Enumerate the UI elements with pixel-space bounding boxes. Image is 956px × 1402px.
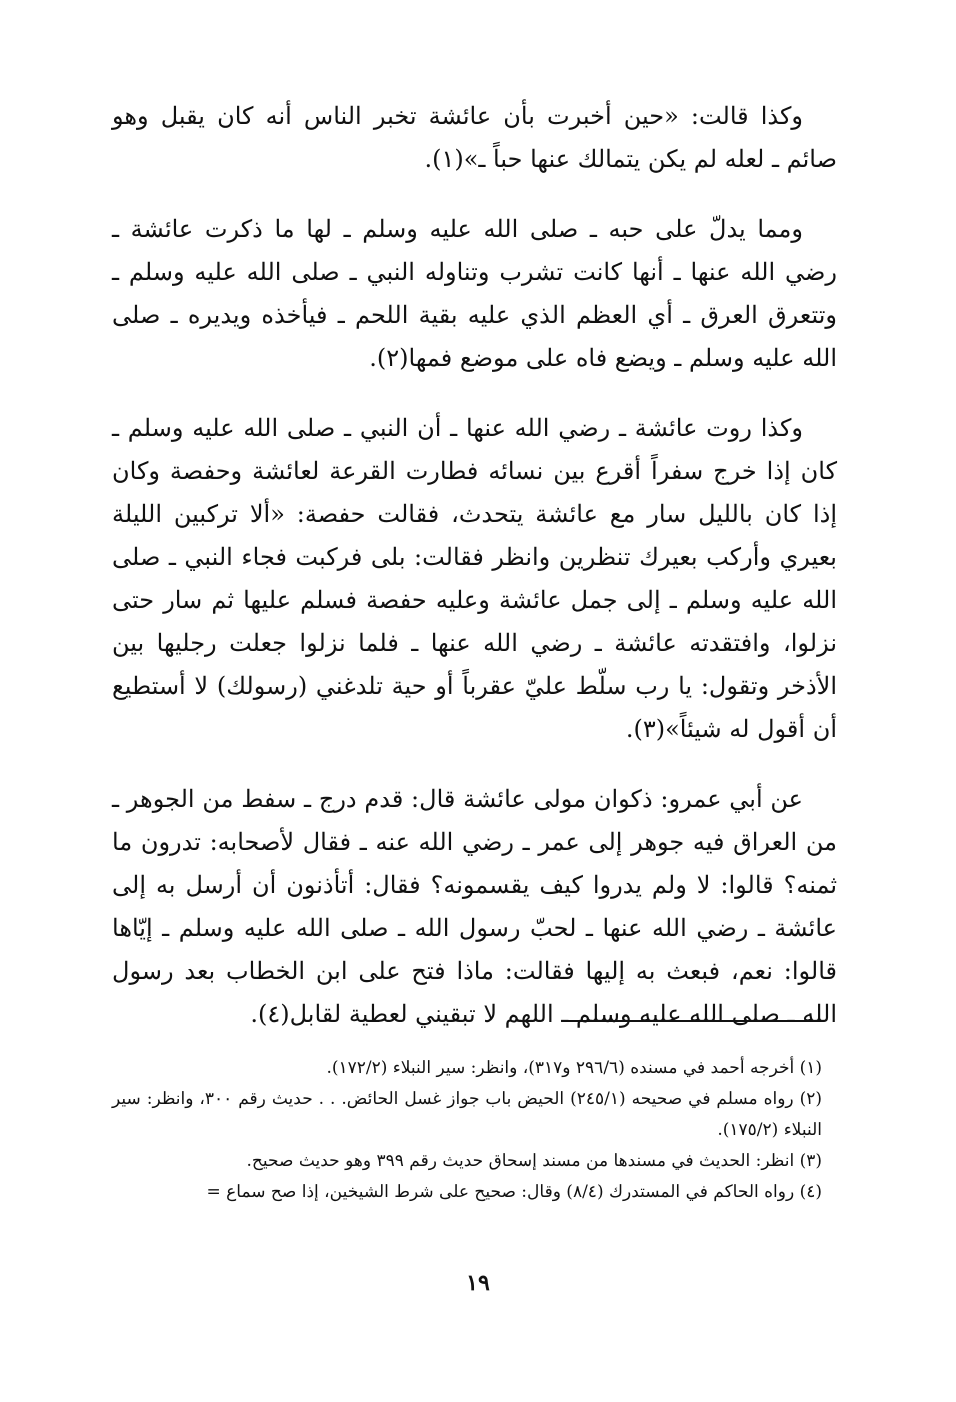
footnote-3: (٣) انظر: الحديث في مسندها من مسند إسحاق حديث رقم ٣٩٩ وهو حديث صحيح.	[246, 1151, 822, 1171]
footnotes	[112, 1053, 822, 1208]
footnote-4: (٤) رواه الحاكم في المستدرك (٨/٤) وقال: صحيح على شرط الشيخين، إذا صح سماع =	[206, 1182, 822, 1202]
paragraph-2: ومما يدلّ على حبه ـ صلى الله عليه وسلم ـ لها ما ذكرت عائشة ـ رضي الله عنها ـ أنها كانت تشرب وتناوله النبي ـ صلى الله عليه وسلم ـ وتتعرق العرق ـ أي العظم الذي عليه بقية اللحم ـ فيأخذه ويديره ـ صلى الله عليه وسلم ـ ويضع فاه على موضع فمها(٢).	[112, 215, 837, 372]
footnote-1: (١) أخرجه أحمد في مسنده (٢٩٦/٦ و٣١٧)، وانظر: سير النبلاء (١٧٢/٢).	[326, 1058, 822, 1078]
footnote-2: (٢) رواه مسلم في صحيحه (٢٤٥/١) الحيض باب جواز غسل الحائض. . . حديث رقم ٣٠٠، وانظر: سير النبلاء (١٧٥/٢).	[112, 1089, 823, 1140]
main-text	[112, 95, 837, 1058]
paragraph-3: وكذا روت عائشة ـ رضي الله عنها ـ أن النبي ـ صلى الله عليه وسلم ـ كان إذا خرج سفراً أقرع بين نسائه فطارت القرعة لعائشة وحفصة وكان إذا كان بالليل سار مع عائشة يتحدث، فقالت حفصة: «ألا تركبين الليلة بعيري وأركب بعيرك تنظرين وانظر فقالت: بلى فركبت فجاء النبي ـ صلى الله عليه وسلم ـ إلى جمل عائشة وعليه حفصة فسلم عليها ثم سار حتى نزلوا، وافتقدته عائشة ـ رضي الله عنها ـ فلما نزلوا جعلت رجليها بين الأذخر وتقول: يا رب سلّط عليّ عقرباً أو حية تلدغني (رسولك) لا أستطيع أن أقول له شيئاً»(٣).	[112, 414, 837, 743]
footnote-separator	[563, 1020, 823, 1022]
paragraph-1: وكذا قالت: «حين أخبرت بأن عائشة تخبر الناس أنه كان يقبل وهو صائم ـ لعله لم يكن يتمالك عنها حباً ـ»(١).	[112, 102, 837, 173]
paragraph-4: عن أبي عمرو: ذكوان مولى عائشة قال: قدم درج ـ سفط من الجوهر ـ من العراق فيه جوهر إلى عمر ـ رضي الله عنه ـ فقال لأصحابه: تدرون ما ثمنه؟ قالوا: لا ولم يدروا كيف يقسمونه؟ فقال: أتأذنون أن أرسل به إلى عائشة ـ رضي الله عنها ـ لحبّ رسول الله ـ صلى الله عليه وسلم ـ إيّاها قالوا: نعم، فبعث به إليها فقالت: ماذا فتح على ابن الخطاب بعد رسول الله ـ صلى الله عليه وسلم ـ اللهم لا تبقيني لعطية لقابل(٤).	[112, 785, 837, 1028]
page-number: ١٩	[466, 1270, 490, 1296]
